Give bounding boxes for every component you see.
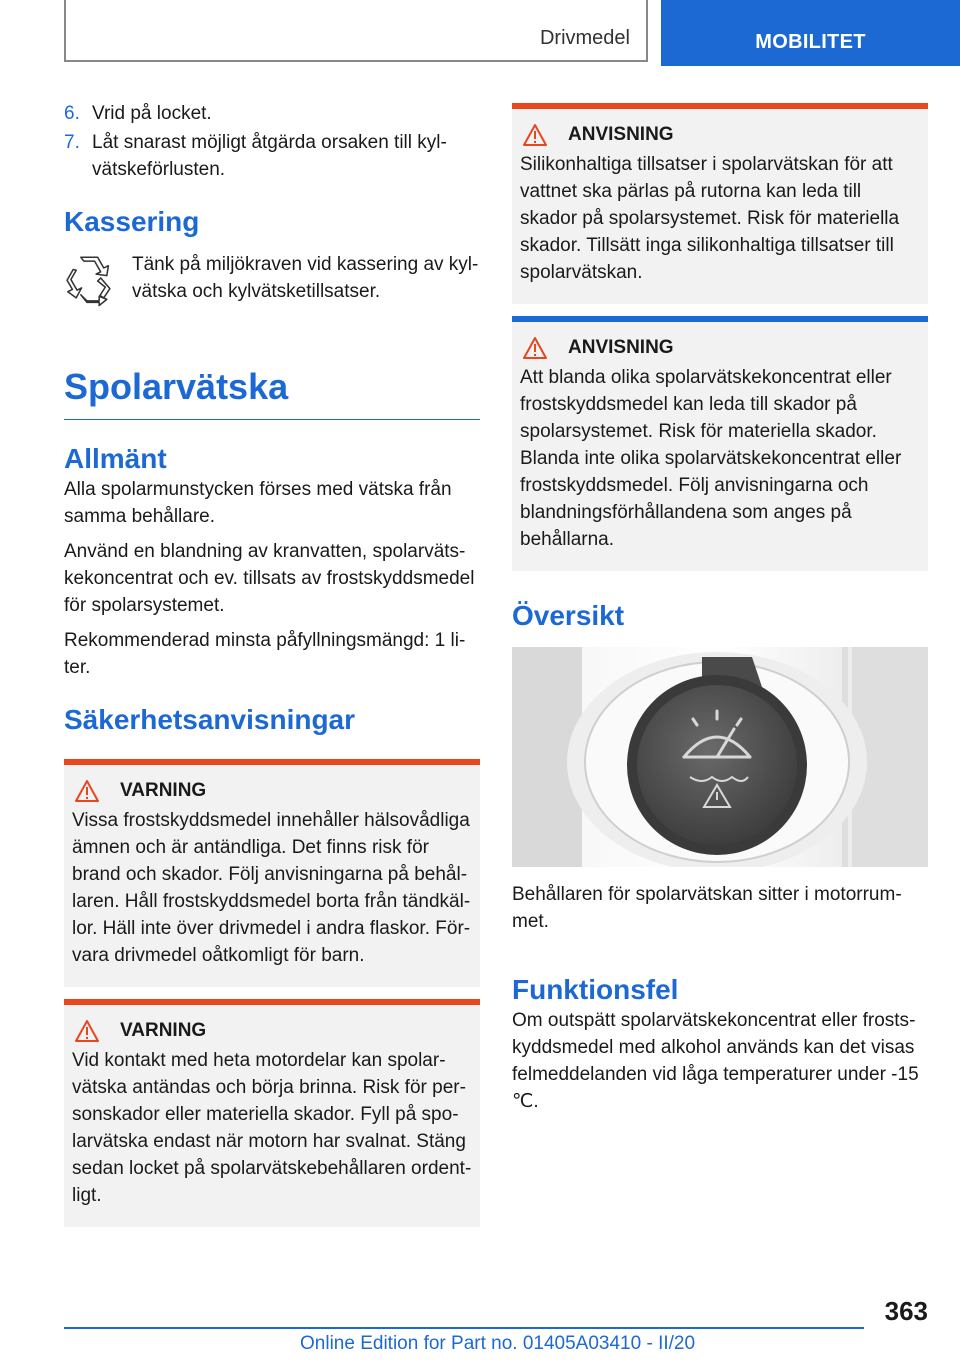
warning-triangle-icon	[522, 123, 548, 147]
step-number: 7.	[64, 132, 80, 153]
warning-box	[64, 999, 480, 1227]
section-name: Drivmedel	[539, 27, 630, 49]
oversikt-heading: Översikt	[512, 600, 625, 631]
page-title: Spolarvätska	[64, 365, 480, 420]
chapter-tab[interactable]: MOBILITET	[661, 0, 960, 66]
notice-label: ANVISNING	[568, 124, 674, 145]
edition-text: Online Edition for Part no. 01405A03410 - II/20	[300, 1333, 696, 1354]
section-header-box	[64, 0, 648, 62]
step-text: Vrid på locket.	[92, 103, 212, 124]
warning-box	[64, 759, 480, 987]
notice-title	[522, 336, 920, 360]
notice-text: Silikonhaltiga tillsatser i spolarvätskan för att vattnet ska pärlas på rutorna kan leda till skador på spolarsystemet. Risk för materiella skador. Tillsätt inga silikonhaltiga tillsatser till spolarvätskan.	[520, 154, 900, 283]
right-column	[512, 103, 928, 1115]
warning-text: Vissa frostskyddsmedel innehåller hälsovådliga ämnen och är antändliga. Det finns risk för brand och skador. Följ anvisningarna på behållaren. Håll frostskyddsmedel borta från tändkällor. Häll inte över drivmedel i andra flaskor. Förvara drivmedel oåtkomligt för barn.	[72, 810, 471, 966]
warning-label: VARNING	[120, 780, 207, 801]
notice-label: ANVISNING	[568, 337, 674, 358]
step-text: Låt snarast möjligt åtgärda orsaken till kylvätskeförlusten.	[92, 132, 447, 180]
notice-title	[522, 123, 920, 147]
notice-box	[512, 316, 928, 571]
warning-title	[74, 779, 472, 803]
allmant-paragraph: Använd en blandning av kranvatten, spolarvätskekoncentrat och ev. tillsats av frostskyddsmedel för spolarsystemet.	[64, 541, 475, 616]
warning-triangle-icon	[74, 1019, 100, 1043]
recycle-icon	[64, 251, 132, 319]
left-column	[64, 100, 480, 1227]
warning-title	[74, 1019, 472, 1043]
footer-divider	[64, 1327, 864, 1329]
allmant-paragraph: Alla spolarmunstycken förses med vätska från samma behållare.	[64, 479, 452, 527]
notice-text: Att blanda olika spolarvätskekoncentrat eller frostskyddsmedel kan leda till skador på spolarsystemet. Risk för materiella skador. Blanda inte olika spolarvätskekoncentrat eller frostskyddsmedel. Följ anvisningarna och blandningsförhållandena som anges på behållarna.	[520, 367, 902, 550]
page-number: 363	[884, 1296, 928, 1326]
funktionsfel-heading: Funktionsfel	[512, 974, 679, 1005]
step-item	[64, 100, 480, 127]
sakerhet-heading: Säkerhetsanvisningar	[64, 704, 356, 735]
warning-label: VARNING	[120, 1020, 207, 1041]
notice-box	[512, 103, 928, 304]
funktionsfel-text: Om outspätt spolarvätskekoncentrat eller frostskyddsmedel med alkohol används kan det visas felmeddelanden vid låga temperaturer under -15 ℃.	[512, 1010, 919, 1112]
step-number: 6.	[64, 103, 80, 124]
step-item	[64, 129, 480, 183]
allmant-heading: Allmänt	[64, 443, 167, 474]
warning-triangle-icon	[74, 779, 100, 803]
warning-triangle-icon	[522, 336, 548, 360]
warning-text: Vid kontakt med heta motordelar kan spolarvätska antändas och börja brinna. Risk för personskador eller materiella skador. Fyll på spolarvätska endast när motorn har svalnat. Stäng sedan locket på spolarvätskebehållaren ordentligt.	[72, 1050, 472, 1206]
kassering-heading: Kassering	[64, 206, 200, 237]
photo-caption: Behållaren för spolarvätskan sitter i motorrummet.	[512, 884, 902, 932]
page-header	[0, 0, 960, 66]
recycling-note	[64, 251, 480, 319]
washer-reservoir-photo	[512, 647, 928, 867]
allmant-paragraph: Rekommenderad minsta påfyllningsmängd: 1 liter.	[64, 630, 466, 678]
kassering-text: Tänk på miljökraven vid kassering av kylvätska och kylvätsketillsatser.	[132, 254, 479, 302]
